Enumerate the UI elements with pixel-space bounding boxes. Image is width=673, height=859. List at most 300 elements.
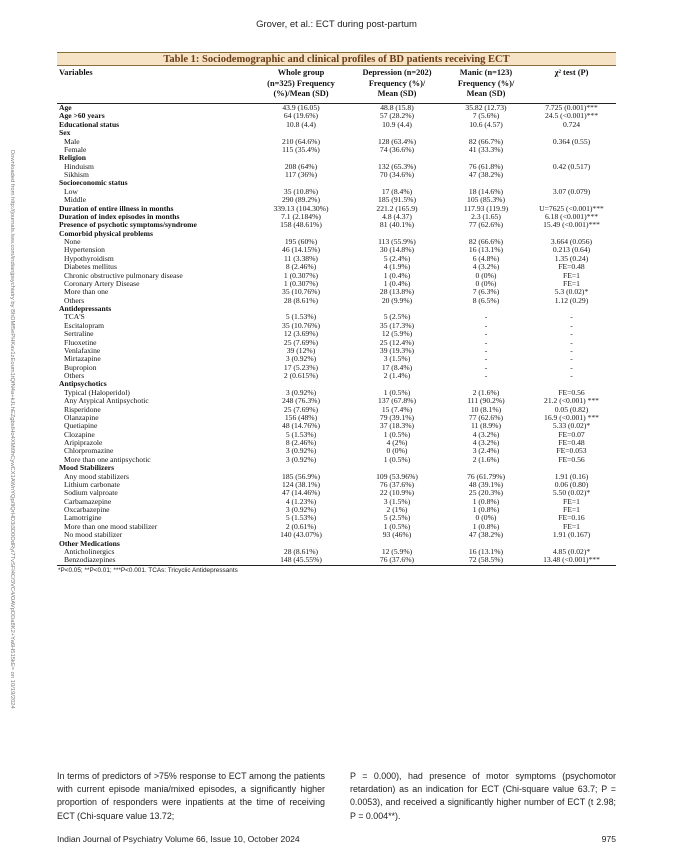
cell-depression: 0 (0%)	[386, 446, 408, 456]
row-label: Hinduism	[64, 161, 94, 171]
cell-manic: 4 (3.2%)	[472, 429, 500, 439]
header-whole-line3: (%)/Mean (SD)	[273, 89, 329, 99]
cell-chi-square: 0.05 (0.82)	[554, 404, 589, 414]
cell-chi-square: 21.2 (<0.001) ***	[544, 396, 599, 406]
cell-chi-square: FE=0.56	[558, 454, 585, 464]
cell-depression: 113 (55.9%)	[378, 237, 416, 246]
table-row	[57, 179, 616, 187]
table-row	[57, 355, 616, 363]
cell-depression: 1 (0.5%)	[383, 387, 411, 397]
row-label: Any mood stabilizers	[64, 471, 129, 481]
cell-chi-square: 4.85 (0.02)*	[552, 546, 591, 556]
row-label: Sex	[59, 128, 71, 138]
cell-depression: 3 (1.5%)	[383, 496, 411, 506]
table-row	[57, 439, 616, 447]
cell-manic: 117.93 (119.9)	[463, 203, 509, 213]
cell-manic: 2 (1.6%)	[472, 387, 500, 397]
cell-depression: 76 (37.6%)	[379, 555, 415, 565]
cell-whole-group: 124 (38.1%)	[282, 479, 320, 489]
row-label: Anticholinergics	[64, 546, 115, 556]
table-column-headers	[57, 66, 616, 104]
header-whole-line1: Whole group	[277, 68, 325, 77]
cell-depression: 5 (2.4%)	[383, 253, 411, 263]
cell-manic: -	[484, 371, 488, 380]
table-row	[57, 171, 616, 179]
cell-depression: 25 (12.4%)	[379, 337, 415, 347]
header-man-line2: Frequency (%)/	[457, 78, 515, 88]
cell-manic: 16 (13.1%)	[468, 245, 504, 255]
cell-whole-group: 210 (64.6%)	[282, 136, 320, 146]
cell-chi-square: -	[570, 320, 573, 330]
cell-depression: 137 (67.8%)	[378, 396, 416, 406]
cell-manic: -	[484, 354, 488, 364]
cell-depression: 1 (0.4%)	[383, 270, 411, 280]
cell-whole-group: 158 (48.61%)	[280, 220, 322, 230]
cell-chi-square: FE=0.48	[558, 438, 585, 447]
header-variables: Variables	[59, 68, 93, 77]
cell-depression: 76 (37.6%)	[379, 479, 415, 489]
table-row	[57, 498, 616, 506]
cell-whole-group: 47 (14.46%)	[282, 488, 320, 498]
cell-manic: 7 (5.6%)	[472, 111, 500, 121]
cell-depression: 128 (63.4%)	[378, 136, 416, 146]
cell-whole-group: 4 (1.23%)	[285, 496, 317, 506]
cell-manic: 7 (6.3%)	[472, 287, 500, 297]
table-row	[57, 489, 616, 497]
table-row	[57, 246, 616, 254]
cell-chi-square: FE=0.053	[556, 446, 587, 456]
footer-page-number: 975	[601, 834, 616, 844]
cell-whole-group: 46 (14.15%)	[282, 245, 320, 255]
table-row	[57, 138, 616, 146]
header-manic	[445, 68, 527, 100]
cell-chi-square: -	[570, 362, 573, 372]
cell-whole-group: 28 (8.61%)	[283, 295, 319, 305]
cell-whole-group: 148 (45.55%)	[280, 555, 322, 565]
cell-whole-group: 3 (0.92%)	[285, 505, 317, 514]
cell-chi-square: FE=0.48	[558, 262, 585, 272]
cell-chi-square: 1.91 (0.167)	[552, 530, 591, 540]
cell-whole-group: 2 (0.61%)	[285, 521, 317, 531]
row-label: More than one	[64, 287, 109, 297]
cell-depression: 1 (0.5%)	[383, 429, 411, 439]
row-label: Hypothyroidism	[64, 253, 114, 263]
table-row	[57, 347, 616, 355]
cell-whole-group: 5 (1.53%)	[285, 513, 317, 523]
cell-whole-group: 3 (0.92%)	[285, 387, 317, 397]
row-label: Middle	[64, 195, 86, 205]
row-label: Duration of index episodes in months	[59, 211, 180, 221]
row-label: Age	[59, 103, 72, 112]
cell-whole-group: 156 (48%)	[284, 412, 318, 422]
cell-depression: 30 (14.8%)	[379, 245, 415, 255]
row-label: Lamotrigine	[64, 513, 102, 523]
cell-chi-square: 5.33 (0.02)*	[552, 421, 591, 431]
cell-chi-square: FE=0.56	[558, 387, 585, 397]
cell-depression: 3 (1.5%)	[383, 354, 411, 364]
cell-chi-square: 1.12 (0.29)	[554, 295, 589, 305]
cell-manic: 4 (3.2%)	[472, 438, 500, 447]
cell-whole-group: 35 (10.76%)	[282, 287, 320, 297]
cell-chi-square: U=7625 (<0.001)***	[539, 203, 604, 213]
cell-chi-square: 0.213 (0.64)	[552, 245, 591, 255]
cell-manic: 76 (61.8%)	[468, 161, 504, 171]
row-label: Mood Stabilizers	[59, 463, 115, 473]
cell-manic: 11 (8.9%)	[470, 421, 502, 431]
cell-whole-group: 7.1 (2.184%)	[281, 211, 321, 221]
cell-whole-group: 8 (2.46%)	[285, 262, 317, 272]
cell-depression: 109 (53.96%)	[376, 471, 418, 481]
header-chi-square: χ² test (P)	[554, 68, 589, 77]
cell-depression: 4.8 (4.37)	[382, 211, 412, 221]
row-label: Others	[64, 371, 85, 380]
row-label: Female	[64, 144, 87, 154]
cell-manic: 77 (62.6%)	[468, 220, 504, 230]
row-label: Fluoxetine	[64, 337, 97, 347]
cell-depression: 48.8 (15.8)	[380, 103, 414, 112]
table-row	[57, 272, 616, 280]
row-label: Antipsychotics	[59, 379, 107, 389]
table-row	[57, 548, 616, 556]
cell-chi-square: FE=1	[563, 270, 580, 280]
cell-manic: 77 (62.6%)	[468, 412, 504, 422]
header-dep-line3: Mean (SD)	[377, 89, 417, 99]
cell-chi-square: 3.664 (0.056)	[550, 237, 593, 246]
footer-journal: Indian Journal of Psychiatry Volume 66, Issue 10, October 2024	[57, 834, 300, 844]
cell-whole-group: 2 (0.615%)	[283, 371, 319, 380]
cell-manic: 1 (0.8%)	[472, 496, 500, 506]
running-head: Grover, et al.: ECT during post-partum	[256, 19, 417, 30]
row-label: No mood stabilizer	[64, 530, 123, 540]
cell-whole-group: 1 (0.307%)	[283, 278, 319, 288]
row-label: Socioeconomic status	[59, 178, 128, 188]
cell-chi-square: FE=1	[563, 521, 580, 531]
table-row	[57, 397, 616, 405]
cell-whole-group: 35 (10.76%)	[282, 320, 320, 330]
row-label: Oxcarbazepine	[64, 505, 110, 514]
row-label: Religion	[59, 153, 87, 163]
table-row	[57, 121, 616, 129]
cell-depression: 1 (0.4%)	[383, 278, 411, 288]
cell-chi-square: -	[570, 354, 573, 364]
table-row	[57, 339, 616, 347]
cell-whole-group: 248 (76.3%)	[282, 396, 320, 406]
cell-chi-square: FE=1	[563, 278, 580, 288]
row-label: Presence of psychotic symptoms/syndrome	[59, 220, 197, 230]
cell-manic: -	[484, 337, 488, 347]
cell-manic: 2 (1.6%)	[472, 454, 500, 464]
cell-chi-square: 15.49 (<0.001)***	[543, 220, 600, 230]
row-label: Sikhism	[64, 170, 89, 179]
cell-manic: 0 (0%)	[475, 278, 497, 288]
table-row	[57, 372, 616, 380]
table-row	[57, 322, 616, 330]
table-row	[57, 406, 616, 414]
cell-manic: -	[484, 320, 488, 330]
cell-whole-group: 290 (89.2%)	[282, 195, 320, 205]
cell-manic: 0 (0%)	[475, 270, 497, 280]
cell-chi-square: -	[570, 329, 573, 339]
table-row	[57, 146, 616, 154]
cell-depression: 93 (46%)	[382, 530, 412, 540]
row-label: Benzodiazepines	[64, 555, 116, 565]
row-label: Bupropion	[64, 362, 97, 372]
row-label: Antidepressants	[59, 304, 112, 313]
header-whole-line2: (n=325) Frequency	[267, 78, 335, 88]
cell-manic: 82 (66.7%)	[468, 136, 504, 146]
row-label: Aripiprazole	[64, 438, 103, 447]
cell-whole-group: 1 (0.307%)	[283, 270, 319, 280]
row-label: Olanzapine	[64, 412, 99, 422]
table-row	[57, 456, 616, 464]
cell-whole-group: 25 (7.69%)	[283, 404, 319, 414]
row-label: Carbamazepine	[64, 496, 112, 506]
row-label: Mirtazapine	[64, 354, 101, 364]
row-label: Coronary Artery Disease	[64, 278, 140, 288]
cell-chi-square: 5.50 (0.02)*	[552, 488, 591, 498]
row-label: Comorbid physical problems	[59, 228, 153, 238]
cell-manic: 47 (38.2%)	[468, 530, 504, 540]
cell-manic: 1 (0.8%)	[472, 505, 500, 514]
table-row	[57, 288, 616, 296]
table-row	[57, 414, 616, 422]
cell-whole-group: 5 (1.53%)	[285, 312, 317, 322]
header-man-line3: Mean (SD)	[466, 89, 506, 99]
table-row	[57, 255, 616, 263]
cell-chi-square: FE=0.16	[558, 513, 585, 523]
cell-whole-group: 25 (7.69%)	[283, 337, 319, 347]
cell-depression: 15 (7.4%)	[381, 404, 413, 414]
cell-manic: 35.82 (12.73)	[465, 103, 507, 112]
row-label: Educational status	[59, 119, 120, 129]
row-label: Male	[64, 136, 80, 146]
cell-chi-square: -	[570, 312, 573, 322]
cell-manic: 0 (0%)	[475, 513, 497, 523]
cell-whole-group: 339.13 (104.30%)	[273, 203, 329, 213]
cell-manic: 16 (13.1%)	[468, 546, 504, 556]
cell-chi-square: -	[570, 371, 573, 380]
cell-depression: 12 (5.9%)	[381, 329, 413, 339]
row-label: Low	[64, 186, 78, 196]
cell-depression: 221.2 (165.9)	[376, 203, 418, 213]
cell-whole-group: 43.9 (16.05)	[282, 103, 320, 112]
cell-manic: 8 (6.5%)	[472, 295, 500, 305]
row-label: Others	[64, 295, 85, 305]
header-dep-line2: Frequency (%)/	[368, 78, 426, 88]
cell-whole-group: 12 (3.69%)	[283, 329, 319, 339]
cell-whole-group: 28 (8.61%)	[283, 546, 319, 556]
cell-chi-square: 3.07 (0.079)	[552, 186, 591, 196]
cell-depression: 17 (8.4%)	[381, 186, 413, 196]
header-whole-group	[253, 68, 349, 100]
cell-depression: 132 (65.3%)	[378, 161, 416, 171]
row-label: Venlafaxine	[64, 345, 101, 355]
cell-chi-square: 0.724	[562, 119, 581, 129]
cell-chi-square: 13.48 (<0.001)***	[543, 555, 600, 565]
cell-manic: 2.3 (1.65)	[471, 211, 501, 221]
cell-chi-square: 1.91 (0.16)	[554, 471, 589, 481]
cell-depression: 20 (9.9%)	[381, 295, 413, 305]
cell-chi-square: -	[570, 345, 573, 355]
cell-manic: 48 (39.1%)	[468, 479, 504, 489]
cell-whole-group: 64 (19.6%)	[283, 111, 319, 121]
table-row	[57, 556, 616, 564]
table-row	[57, 364, 616, 372]
table-row	[57, 188, 616, 196]
cell-depression: 17 (8.4%)	[381, 362, 413, 372]
table-row	[57, 104, 616, 112]
table-row	[57, 531, 616, 539]
body-paragraph-left: In terms of predictors of >75% response to ECT among the patients with current episode mania/mixed episodes, a significantly higher proportion of responders were inpatients at the time of receiving ECT (Chi-square value 13.72;	[57, 771, 325, 821]
cell-manic: -	[484, 345, 488, 355]
row-label: Sodium valproate	[64, 488, 118, 498]
row-label: Lithium carbonate	[64, 479, 120, 489]
row-label: Quetiapine	[64, 421, 98, 431]
cell-chi-square: 0.42 (0.517)	[552, 161, 591, 171]
cell-manic: 10.6 (4.57)	[469, 119, 503, 129]
cell-manic: 111 (90.2%)	[467, 396, 505, 406]
cell-chi-square: 0.06 (0.80)	[554, 479, 589, 489]
cell-depression: 35 (17.3%)	[379, 320, 415, 330]
row-label: Chlorpromazine	[64, 446, 114, 456]
cell-manic: -	[484, 329, 488, 339]
cell-chi-square: 5.3 (0.02)*	[554, 287, 589, 297]
cell-depression: 57 (28.2%)	[379, 111, 415, 121]
table-title: Table 1: Sociodemographic and clinical profiles of BD patients receiving ECT	[57, 52, 616, 66]
row-label: None	[64, 237, 81, 246]
row-label: TCA'S	[64, 312, 85, 322]
cell-whole-group: 5 (1.53%)	[285, 429, 317, 439]
table-body	[57, 104, 616, 565]
row-label: Hypertension	[64, 245, 105, 255]
table-row	[57, 330, 616, 338]
cell-manic: 3 (2.4%)	[472, 446, 500, 456]
cell-whole-group: 8 (2.46%)	[285, 438, 317, 447]
cell-depression: 185 (91.5%)	[378, 195, 416, 205]
table-row	[57, 473, 616, 481]
cell-depression: 22 (10.9%)	[379, 488, 415, 498]
cell-manic: 1 (0.8%)	[472, 521, 500, 531]
row-label: Duration of entire illness in months	[59, 203, 174, 213]
table-row	[57, 305, 616, 313]
cell-depression: 2 (1.4%)	[383, 371, 411, 380]
cell-whole-group: 117 (36%)	[285, 170, 317, 179]
cell-manic: 10 (8.1%)	[470, 404, 502, 414]
row-label: Clozapine	[64, 429, 95, 439]
table-row	[57, 112, 616, 120]
cell-depression: 5 (2.5%)	[383, 312, 411, 322]
cell-depression: 39 (19.3%)	[379, 345, 415, 355]
cell-manic: -	[484, 312, 488, 322]
table-row	[57, 154, 616, 162]
row-label: More than one mood stabilizer	[64, 521, 158, 531]
cell-manic: 25 (20.3%)	[468, 488, 504, 498]
cell-whole-group: 115 (35.4%)	[282, 144, 320, 154]
cell-chi-square: -	[570, 337, 573, 347]
cell-chi-square: 0.364 (0.55)	[552, 136, 591, 146]
cell-whole-group: 10.8 (4.4)	[286, 119, 316, 129]
cell-whole-group: 140 (43.07%)	[280, 530, 322, 540]
table-1	[57, 52, 616, 574]
row-label: Diabetes mellitus	[64, 262, 117, 272]
row-label: Typical (Haloperidol)	[64, 387, 130, 397]
table-row	[57, 540, 616, 548]
cell-depression: 10.9 (4.4)	[382, 119, 412, 129]
cell-manic: 4 (3.2%)	[472, 262, 500, 272]
table-row	[57, 313, 616, 321]
cell-depression: 74 (36.6%)	[379, 144, 415, 154]
cell-chi-square: FE=1	[563, 505, 580, 514]
row-label: Age >60 years	[59, 111, 105, 121]
cell-whole-group: 185 (56.9%)	[282, 471, 320, 481]
table-row	[57, 129, 616, 137]
cell-depression: 12 (5.9%)	[381, 546, 413, 556]
row-label: Any Atypical Antipsychotic	[64, 396, 149, 406]
cell-depression: 81 (40.1%)	[379, 220, 415, 230]
cell-depression: 70 (34.6%)	[379, 170, 415, 179]
cell-chi-square: FE=0.07	[558, 429, 585, 439]
cell-chi-square: 1.35 (0.24)	[554, 253, 589, 263]
cell-manic: 18 (14.6%)	[468, 186, 504, 196]
cell-manic: -	[484, 362, 488, 372]
cell-depression: 4 (1.9%)	[383, 262, 411, 272]
body-paragraph-right: P = 0.000), had presence of motor symptoms (psychomotor retardation) as an indication for ECT (Chi-square value 63.7; P = 0.0053), and received a significantly higher number of ECT (t 2.98; P = 0.004**).	[350, 771, 616, 821]
table-row	[57, 481, 616, 489]
cell-depression: 2 (1%)	[386, 505, 408, 514]
cell-depression: 4 (2%)	[386, 438, 408, 447]
table-row	[57, 464, 616, 472]
table-footnote: *P<0.05; **P<0.01; ***P<0.001. TCAs: Tricyclic Antidepressants	[58, 566, 238, 574]
row-label: More than one antipsychotic	[64, 454, 151, 464]
table-row	[57, 523, 616, 531]
cell-depression: 28 (13.8%)	[379, 287, 415, 297]
cell-whole-group: 11 (3.38%)	[284, 253, 318, 263]
row-label: Escitalopram	[64, 320, 105, 330]
cell-depression: 1 (0.5%)	[383, 454, 411, 464]
cell-whole-group: 208 (64%)	[284, 161, 318, 171]
cell-chi-square: 16.9 (<0.001) ***	[544, 412, 599, 422]
download-watermark-text: Downloaded from http://journals.lww.com/indianjpsychiatry by BhDMf5ePHKav1zEoum1tQfN4a+kJLhEZgbsIHo4XMi0hCywCX1AWnYQp/IlQrHD3i3D0OdRyi7TvSFl4Cf3VC4/OAVpDDa8K2+Ya6H515kE= on 10/19/2024	[9, 150, 15, 709]
cell-manic: 76 (61.79%)	[467, 471, 505, 481]
header-man-line1: Manic (n=123)	[459, 68, 513, 77]
cell-chi-square: 7.725 (0.001)***	[545, 103, 598, 112]
cell-manic: 6 (4.8%)	[472, 253, 500, 263]
table-row	[57, 380, 616, 388]
cell-whole-group: 3 (0.92%)	[285, 454, 317, 464]
table-row	[57, 422, 616, 430]
cell-manic: 41 (33.3%)	[468, 144, 504, 154]
cell-whole-group: 39 (12%)	[286, 345, 316, 355]
table-row	[57, 238, 616, 246]
cell-chi-square: 6.18 (<0.001)***	[544, 211, 598, 221]
cell-whole-group: 35 (10.8%)	[283, 186, 319, 196]
row-label: Sertraline	[64, 329, 94, 339]
cell-whole-group: 3 (0.92%)	[285, 354, 317, 364]
cell-depression: 37 (18.3%)	[379, 421, 415, 431]
cell-manic: 105 (85.3%)	[467, 195, 505, 205]
table-row	[57, 297, 616, 305]
cell-whole-group: 48 (14.76%)	[282, 421, 320, 431]
cell-chi-square: FE=1	[563, 496, 580, 506]
table-row	[57, 163, 616, 171]
cell-depression: 1 (0.5%)	[383, 521, 411, 531]
table-row	[57, 230, 616, 238]
row-label: Chronic obstructive pulmonary disease	[64, 270, 183, 280]
cell-manic: 72 (58.5%)	[468, 555, 504, 565]
row-label: Risperidone	[64, 404, 101, 414]
header-dep-line1: Depression (n=202)	[362, 68, 432, 77]
cell-whole-group: 195 (60%)	[284, 237, 318, 246]
